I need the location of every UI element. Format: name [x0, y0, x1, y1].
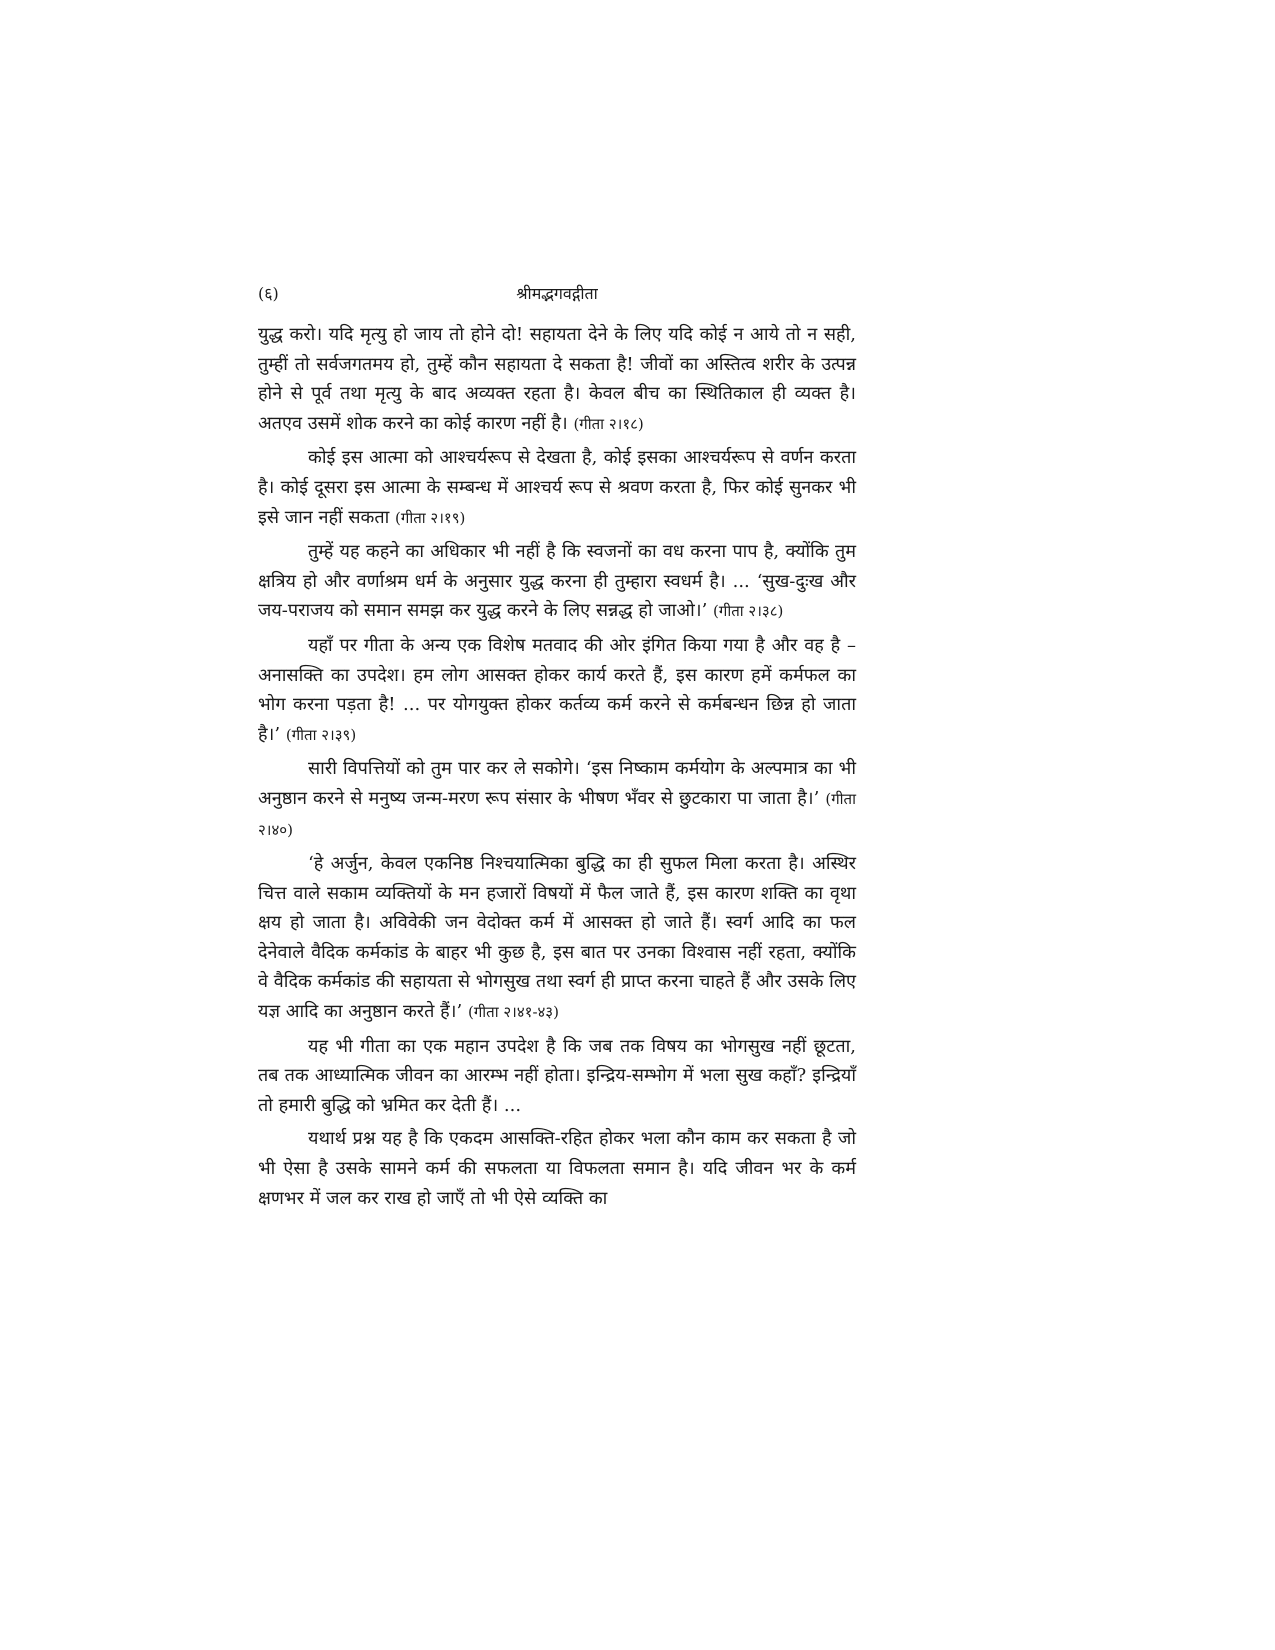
paragraph-3 — [258, 537, 856, 627]
paragraph-7 — [258, 1032, 856, 1121]
verse-citation: (गीता २।१९) — [395, 508, 466, 527]
paragraph-text: सारी विपत्तियों को तुम पार कर ले सकोगे। ‘इस निष्काम कर्मयोग के अल्पमात्र का भी अनुष्ठान करने से मनुष्य जन्म-मरण रूप संसार के भीषण भँवर से छुटकारा पा जाता है।’ — [258, 758, 856, 809]
book-page — [258, 280, 856, 1217]
verse-citation: (गीता २।३९) — [285, 725, 357, 744]
paragraph-8 — [258, 1124, 856, 1213]
paragraph-text: कोई इस आत्मा को आश्चर्यरूप से देखता है, कोई इसका आश्चर्यरूप से वर्णन करता है। कोई दूसरा इस आत्मा के सम्बन्ध में आश्चर्य रूप से श्रवण करता है, फिर कोई सुनकर भी इसे जान नहीं सकता — [258, 447, 856, 528]
paragraph-text: ‘हे अर्जुन, केवल एकनिष्ठ निश्चयात्मिका बुद्धि का ही सुफल मिला करता है। अस्थिर चित्त वाले सकाम व्यक्तियों के मन हजारों विषयों में फैल जाते हैं, इस कारण शक्ति का वृथा क्षय हो जाता है। अविवेकी जन वेदोक्त कर्म में आसक्त हो जाते हैं। स्वर्ग आदि का फल देनेवाले वैदिक कर्मकांड के बाहर भी कुछ है, इस बात पर उनका विश्वास नहीं रहता, क्योंकि वे वैदिक कर्मकांड की सहायता से भोगसुख तथा स्वर्ग ही प्राप्त करना चाहते हैं और उसके लिए यज्ञ आदि का अनुष्ठान करते हैं।’ — [258, 853, 856, 1023]
paragraph-5 — [258, 754, 856, 845]
paragraph-text: युद्ध करो। यदि मृत्यु हो जाय तो होने दो! सहायता देने के लिए यदि कोई न आये तो न सही, तुम्हीं तो सर्वजगतमय हो, तुम्हें कौन सहायता दे सकता है! जीवों का अस्तित्व शरीर के उत्पन्न होने से पूर्व तथा मृत्यु के बाद अव्यक्त रहता है। केवल बीच का स्थितिकाल ही व्यक्त है। अतएव उसमें शोक करने का कोई कारण नहीं है। — [258, 324, 856, 434]
page-number: (६) — [258, 284, 279, 303]
paragraph-6 — [258, 849, 856, 1028]
body-text — [258, 320, 856, 1213]
verse-citation: (गीता २।४१-४३) — [467, 1003, 559, 1022]
paragraph-4 — [258, 631, 856, 750]
paragraph-text: यथार्थ प्रश्न यह है कि एकदम आसक्ति-रहित होकर भला कौन काम कर सकता है जो भी ऐसा है उसके सामने कर्म की सफलता या विफलता समान है। यदि जीवन भर के कर्म क्षणभर में जल कर राख हो जाएँ तो भी ऐसे व्यक्ति का — [258, 1128, 856, 1209]
book-title: श्रीमद्भगवद्गीता — [516, 284, 598, 303]
paragraph-2 — [258, 443, 856, 533]
paragraph-text: तुम्हें यह कहने का अधिकार भी नहीं है कि स्वजनों का वध करना पाप है, क्योंकि तुम क्षत्रिय हो और वर्णाश्रम धर्म के अनुसार युद्ध करना ही तुम्हारा स्वधर्म है। ... ‘सुख-दुःख और जय-पराजय को समान समझ कर युद्ध करने के लिए सन्नद्ध हो जाओ।’ — [258, 541, 856, 622]
running-header — [258, 280, 856, 308]
paragraph-text: यहाँ पर गीता के अन्य एक विशेष मतवाद की ओर इंगित किया गया है और वह है – अनासक्ति का उपदेश। हम लोग आसक्त होकर कार्य करते हैं, इस कारण हमें कर्मफल का भोग करना पड़ता है! ... पर योगयुक्त होकर कर्तव्य कर्म करने से कर्मबन्धन छिन्न हो जाता है।’ — [258, 634, 856, 745]
paragraph-text: यह भी गीता का एक महान उपदेश है कि जब तक विषय का भोगसुख नहीं छूटता, तब तक आध्यात्मिक जीवन का आरम्भ नहीं होता। इन्द्रिय-सम्भोग में भला सुख कहाँ? इन्द्रियाँ तो हमारी बुद्धि को भ्रमित कर देती हैं। ... — [258, 1035, 856, 1116]
paragraph-1 — [258, 320, 856, 439]
verse-citation: (गीता २।१८) — [573, 414, 644, 433]
verse-citation: (गीता २।४०) — [258, 789, 856, 839]
verse-citation: (गीता २।३८) — [713, 602, 784, 621]
